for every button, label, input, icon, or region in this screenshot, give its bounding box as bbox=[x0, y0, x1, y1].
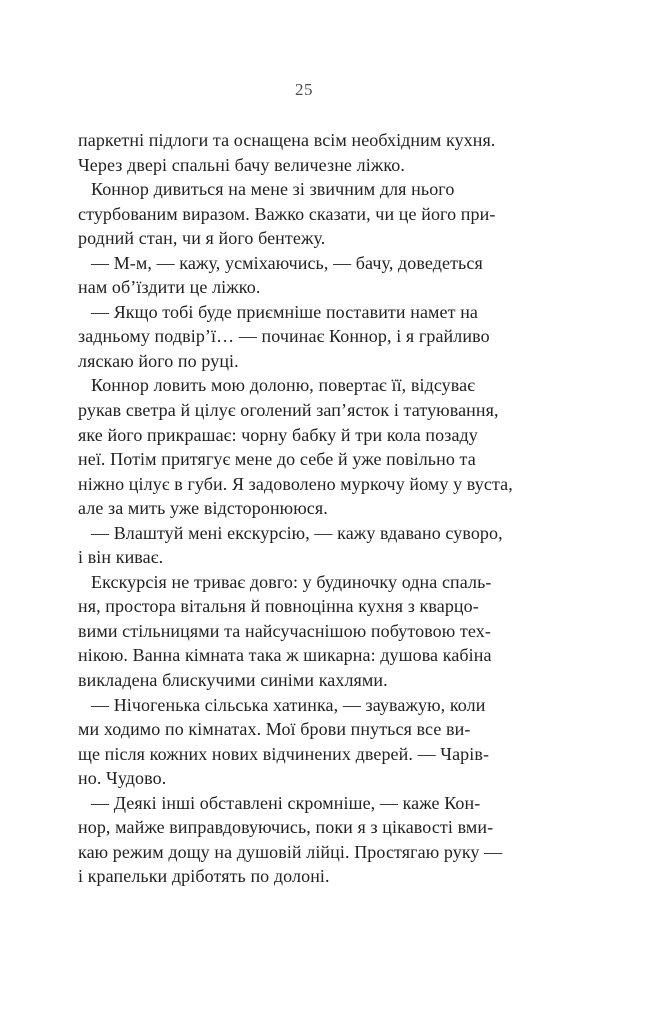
text-line: ніжно цілує в губи. Я задоволено муркочу йому у вуста, bbox=[78, 473, 513, 494]
text-line: ня, простора вітальня й повноцінна кухня з кварцо- bbox=[78, 596, 479, 617]
paragraph bbox=[78, 693, 542, 791]
text-line: нікою. Ванна кімната така ж шикарна: душова кабіна bbox=[78, 645, 492, 666]
text-line: — Якщо тобі буде приємніше поставити намет на bbox=[91, 301, 479, 322]
paragraph bbox=[78, 300, 542, 374]
reading-area bbox=[78, 128, 542, 889]
text-line: вими стільницями та найсучаснішою побутовою тех- bbox=[78, 620, 491, 641]
text-line: Екскурсія не триває довго: у будиночку одна спаль- bbox=[91, 571, 492, 592]
text-line: і він киває. bbox=[78, 547, 164, 568]
text-line: родний стан, чи я його бентежу. bbox=[78, 228, 326, 249]
text-line: задньому подвір’ї… — починає Коннор, і я грайливо bbox=[78, 326, 490, 347]
text-line: — Влаштуй мені екскурсію, — кажу вдавано суворо, bbox=[91, 522, 503, 543]
text-line: рукав светра й цілує оголений зап’ясток і татуювання, bbox=[78, 400, 499, 421]
text-line: каю режим дощу на душовій лійці. Простягаю руку — bbox=[78, 841, 503, 862]
text-line: — Деякі інші обставлені скромніше, — каже Кон- bbox=[91, 792, 481, 813]
paragraph bbox=[78, 177, 542, 251]
paragraph bbox=[78, 570, 542, 693]
text-line: ми ходимо по кімнатах. Мої брови пнуться все ви- bbox=[78, 719, 471, 740]
text-line: — Нічогенька сільська хатинка, — зауважую, коли bbox=[91, 694, 486, 715]
paragraph bbox=[78, 128, 542, 177]
text-line: нам об’їздити це ліжко. bbox=[78, 277, 261, 298]
text-line: — М-м, — кажу, усміхаючись, — бачу, доведеться bbox=[91, 252, 483, 273]
paragraph bbox=[78, 373, 542, 520]
text-line: неї. Потім притягує мене до себе й уже повільно та bbox=[78, 449, 476, 470]
paragraph bbox=[78, 521, 542, 570]
text-line: стурбованим виразом. Важко сказати, чи це його при- bbox=[78, 203, 496, 224]
text-line: Коннор ловить мою долоню, повертає її, відсуває bbox=[91, 375, 476, 396]
text-line: викладена блискучими синіми кахлями. bbox=[78, 670, 388, 691]
text-line: Через двері спальні бачу величезне ліжко. bbox=[78, 154, 405, 175]
text-line: яке його прикрашає: чорну бабку й три кола позаду bbox=[78, 424, 478, 445]
text-line: і крапельки дріботять по долоні. bbox=[78, 866, 330, 887]
text-line: але за мить уже відсторонююся. bbox=[78, 498, 328, 519]
text-line: ляскаю його по руці. bbox=[78, 350, 239, 371]
text-line: но. Чудово. bbox=[78, 768, 167, 789]
text-line: ще після кожних нових відчинених дверей. — Чарів- bbox=[78, 743, 490, 764]
text-line: нор, майже виправдовуючись, поки я з цікавості вми- bbox=[78, 817, 494, 838]
paragraph bbox=[78, 791, 542, 889]
paragraph bbox=[78, 251, 542, 300]
text-line: паркетні підлоги та оснащена всім необхідним кухня. bbox=[78, 130, 496, 150]
text-line: Коннор дивиться на мене зі звичним для нього bbox=[91, 179, 455, 200]
page-number: 25 bbox=[295, 80, 313, 99]
